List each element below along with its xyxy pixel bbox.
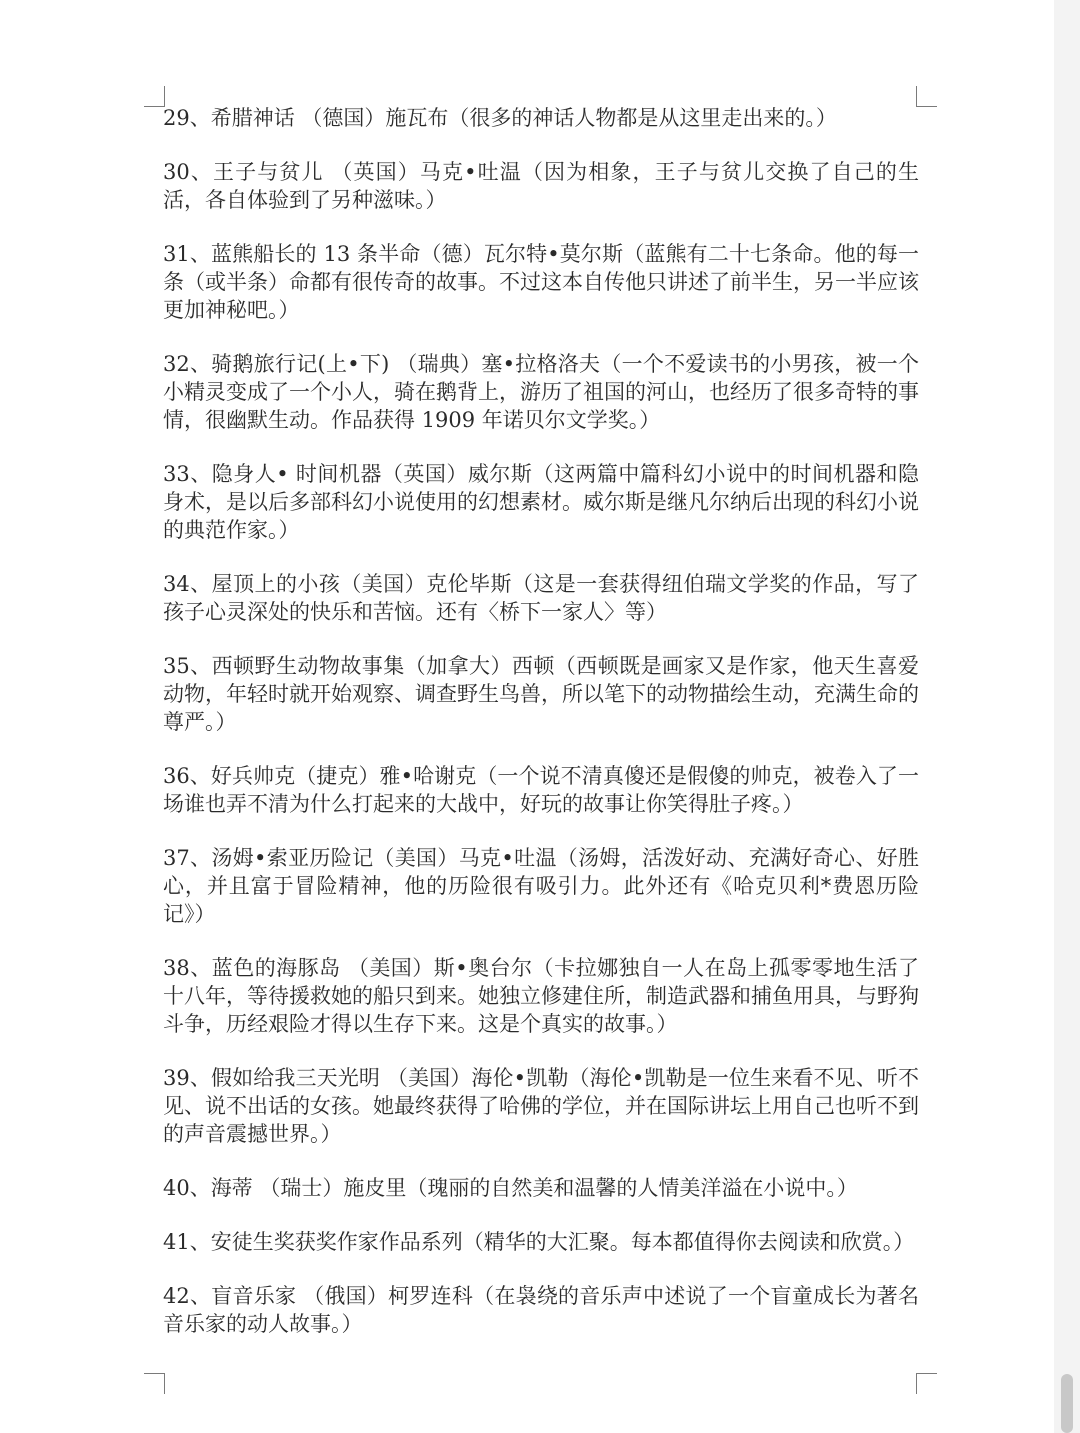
book-list bbox=[163, 104, 919, 1364]
list-item: 41、安徒生奖获奖作家作品系列（精华的大汇聚。每本都值得你去阅读和欣赏。） bbox=[163, 1230, 915, 1254]
list-item: 36、好兵帅克（捷克）雅•哈谢克（一个说不清真傻还是假傻的帅克，被卷入了一场谁也弄不清为什么打起来的大战中，好玩的故事让你笑得肚子疼。） bbox=[163, 764, 919, 816]
list-item: 38、蓝色的海豚岛 （美国）斯•奥台尔（卡拉娜独自一人在岛上孤零零地生活了十八年，等待援救她的船只到来。她独立修建住所，制造武器和捕鱼用具，与野狗斗争，历经艰险才得以生存下来。这是个真实的故事。） bbox=[163, 956, 919, 1036]
list-item: 40、海蒂 （瑞士）施皮里（瑰丽的自然美和温馨的人情美洋溢在小说中。） bbox=[163, 1176, 858, 1200]
list-item: 29、希腊神话 （德国）施瓦布（很多的神话人物都是从这里走出来的。） bbox=[163, 106, 837, 130]
crop-mark-bottom-left bbox=[144, 1373, 165, 1394]
list-item: 35、西顿野生动物故事集（加拿大）西顿（西顿既是画家又是作家，他天生喜爱动物，年轻时就开始观察、调查野生鸟兽，所以笔下的动物描绘生动，充满生命的尊严。） bbox=[163, 654, 919, 734]
list-item: 37、汤姆•索亚历险记（美国）马克•吐温（汤姆，活泼好动、充满好奇心、好胜心，并且富于冒险精神，他的历险很有吸引力。此外还有《哈克贝利*费恩历险记》） bbox=[163, 846, 919, 926]
list-item: 30、王子与贫儿 （英国）马克•吐温（因为相象，王子与贫儿交换了自己的生活，各自体验到了另种滋味。） bbox=[163, 160, 919, 212]
scrollbar-thumb[interactable] bbox=[1061, 1374, 1073, 1433]
crop-mark-bottom-right bbox=[916, 1373, 937, 1394]
crop-mark-top-right bbox=[916, 86, 937, 107]
list-item: 39、假如给我三天光明 （美国）海伦•凯勒（海伦•凯勒是一位生来看不见、听不见、说不出话的女孩。她最终获得了哈佛的学位，并在国际讲坛上用自己也听不到的声音震撼世界。） bbox=[163, 1066, 919, 1146]
list-item: 42、盲音乐家 （俄国）柯罗连科（在袅绕的音乐声中述说了一个盲童成长为著名音乐家的动人故事。） bbox=[163, 1284, 919, 1336]
scrollbar-track[interactable] bbox=[1054, 0, 1080, 1433]
list-item: 31、蓝熊船长的 13 条半命（德）瓦尔特•莫尔斯（蓝熊有二十七条命。他的每一条（或半条）命都有很传奇的故事。不过这本自传他只讲述了前半生，另一半应该更加神秘吧。） bbox=[163, 242, 919, 322]
list-item: 33、隐身人• 时间机器（英国）威尔斯（这两篇中篇科幻小说中的时间机器和隐身术，是以后多部科幻小说使用的幻想素材。威尔斯是继凡尔纳后出现的科幻小说的典范作家。） bbox=[163, 462, 919, 542]
list-item: 32、骑鹅旅行记(上•下) （瑞典）塞•拉格洛夫（一个不爱读书的小男孩，被一个小精灵变成了一个小人，骑在鹅背上，游历了祖国的河山，也经历了很多奇特的事情，很幽默生动。作品获得 1909 年诺贝尔文学奖。） bbox=[163, 352, 919, 432]
list-item: 34、屋顶上的小孩（美国）克伦毕斯（这是一套获得纽伯瑞文学奖的作品，写了孩子心灵深处的快乐和苦恼。还有〈桥下一家人〉等） bbox=[163, 572, 919, 624]
crop-mark-top-left bbox=[144, 86, 165, 107]
